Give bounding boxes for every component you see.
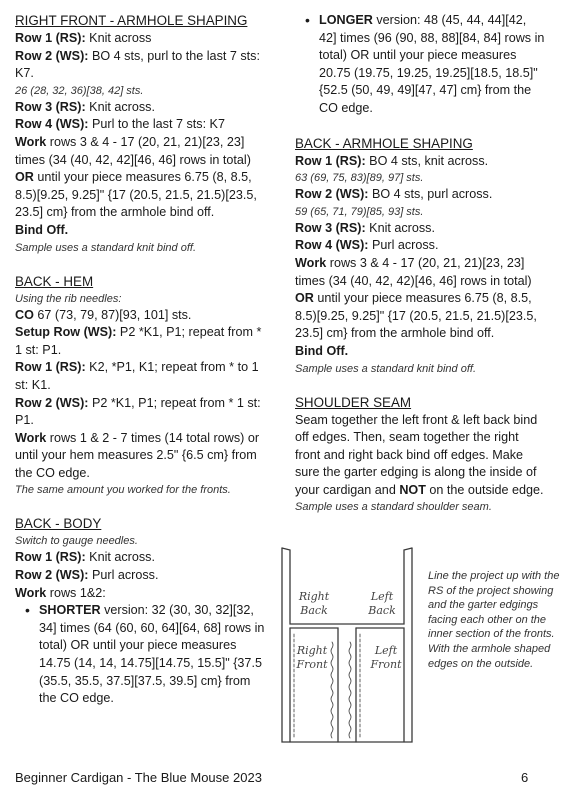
rf-stitch-count: 26 (28, 32, 36)[38, 42] sts. bbox=[15, 84, 144, 97]
ba-stitch-count-2: 59 (65, 71, 79)[85, 93] sts. bbox=[295, 205, 424, 218]
left-front-label: Left Front bbox=[370, 644, 402, 671]
bb-work-repeat: Work rows 1&2: bbox=[15, 585, 106, 600]
ba-bind-off: Bind Off. bbox=[295, 343, 349, 358]
rf-bind-off: Bind Off. bbox=[15, 222, 69, 237]
bb-row-1: Row 1 (RS): Knit across. bbox=[15, 550, 155, 565]
footer-title: Beginner Cardigan - The Blue Mouse 2023 bbox=[15, 770, 262, 785]
left-back-label: Left Back bbox=[368, 590, 396, 617]
ba-bind-off-note: Sample uses a standard knit bind off. bbox=[295, 362, 476, 375]
ba-row-2: Row 2 (WS): BO 4 sts, purl across. bbox=[295, 187, 493, 202]
back-hem-needle-note: Using the rib needles: bbox=[15, 292, 122, 305]
rf-bind-off-note: Sample uses a standard knit bind off. bbox=[15, 241, 196, 254]
right-front-armhole-heading: RIGHT FRONT - ARMHOLE SHAPING bbox=[15, 13, 248, 28]
bb-shorter-version: • SHORTER version: 32 (30, 30, 32][32, 34] times (64 (60, 60, 64][64, 68] rows in total) OR until your piece measures 14.75 (14, 14, 14.75][14.75, 15.5]" {37.5 (35.5, 35.5, 37.5][37.5, 39.5] cm} from the CO edge. bbox=[19, 602, 270, 708]
bb-version-list bbox=[15, 602, 270, 708]
bh-row-1: Row 1 (RS): K2, *P1, K1; repeat from * to 1 st: K1. bbox=[15, 360, 259, 392]
left-column bbox=[15, 12, 270, 708]
ba-or-measure: OR until your piece measures 6.75 (8, 8.5, 8.5)[9.25, 9.25]" {17 (20.5, 21.5, 21.5)[23.5, 23.5] cm} from the armhole bind off. bbox=[295, 291, 537, 341]
right-back-label: Right Back bbox=[298, 590, 330, 617]
bh-same-amount-note: The same amount you worked for the fronts. bbox=[15, 484, 231, 497]
rf-row-3: Row 3 (RS): Knit across. bbox=[15, 99, 155, 114]
diagram-caption: Line the project up with the RS of the project showing and the garter edgings facing each other on the inner section of the fronts. With the armhole shaped edges on the outside. bbox=[428, 570, 560, 670]
bb-row-2: Row 2 (WS): Purl across. bbox=[15, 568, 159, 583]
back-body-needle-note: Switch to gauge needles. bbox=[15, 535, 138, 548]
bb-version-list-cont bbox=[295, 12, 547, 118]
bh-row-2: Row 2 (WS): P2 *K1, P1; repeat from * 1 st: P1. bbox=[15, 395, 261, 428]
bh-work-repeat: Work rows 1 & 2 - 7 times (14 total rows) or until your hem measures 2.5" {6.5 cm} from the CO edge. bbox=[15, 430, 260, 480]
ba-work-repeat: Work rows 3 & 4 - 17 (20, 21, 21)[23, 23] times (34 (40, 42, 42)[46, 46] rows in total) bbox=[295, 255, 532, 288]
rf-row-2: Row 2 (WS): BO 4 sts, purl to the last 7 sts: K7. bbox=[15, 48, 260, 81]
page-number: 6 bbox=[521, 770, 529, 785]
right-front-label: Right Front bbox=[296, 644, 328, 671]
rf-work-repeat: Work rows 3 & 4 - 17 (20, 21, 21)[23, 23] times (34 (40, 42, 42][46, 46] rows in total) bbox=[15, 134, 251, 167]
ba-row-1: Row 1 (RS): BO 4 sts, knit across. bbox=[295, 153, 489, 168]
ba-stitch-count-1: 63 (69, 75, 83)[89, 97] sts. bbox=[295, 172, 424, 185]
bh-cast-on: CO 67 (73, 79, 87)[93, 101] sts. bbox=[15, 307, 192, 322]
rf-row-4: Row 4 (WS): Purl to the last 7 sts: K7 bbox=[15, 117, 225, 132]
shoulder-seam-note: Sample uses a standard shoulder seam. bbox=[295, 501, 492, 514]
rf-row-1: Row 1 (RS): Knit across bbox=[15, 31, 152, 45]
back-hem-heading: BACK - HEM bbox=[15, 273, 94, 289]
seam-layout-diagram bbox=[272, 542, 420, 760]
back-armhole-heading: BACK - ARMHOLE SHAPING bbox=[295, 135, 473, 151]
shoulder-seam-heading: SHOULDER SEAM bbox=[295, 394, 412, 410]
rf-or-measure: OR until your piece measures 6.75 (8, 8.5, 8.5)[9.25, 9.25]" {17 (20.5, 21.5, 21.5)[23.5, 23.5] cm} from the armhole bind off. bbox=[15, 170, 257, 220]
shoulder-seam-instructions: Seam together the left front & left back bind off edges. Then, seam together the right front and right back bind off edges. Make sure the garter edging is along the inside of your cardigan and NOT on the outside edge. bbox=[295, 412, 544, 497]
bh-setup-row: Setup Row (WS): P2 *K1, P1; repeat from * 1 st: P1. bbox=[15, 325, 262, 357]
back-body-heading: BACK - BODY bbox=[15, 516, 102, 532]
ba-row-3: Row 3 (RS): Knit across. bbox=[295, 220, 435, 235]
right-column bbox=[295, 12, 547, 515]
bb-longer-version: • LONGER version: 48 (45, 44, 44][42, 42] times (96 (90, 88, 88][84, 84] rows in total) OR until your piece measures 20.75 (19.75, 19.25, 19.25][18.5, 18.5]" {52.5 (50, 49, 49][47, 47] cm} from the CO edge. bbox=[299, 12, 547, 118]
ba-row-4: Row 4 (WS): Purl across. bbox=[295, 238, 439, 253]
